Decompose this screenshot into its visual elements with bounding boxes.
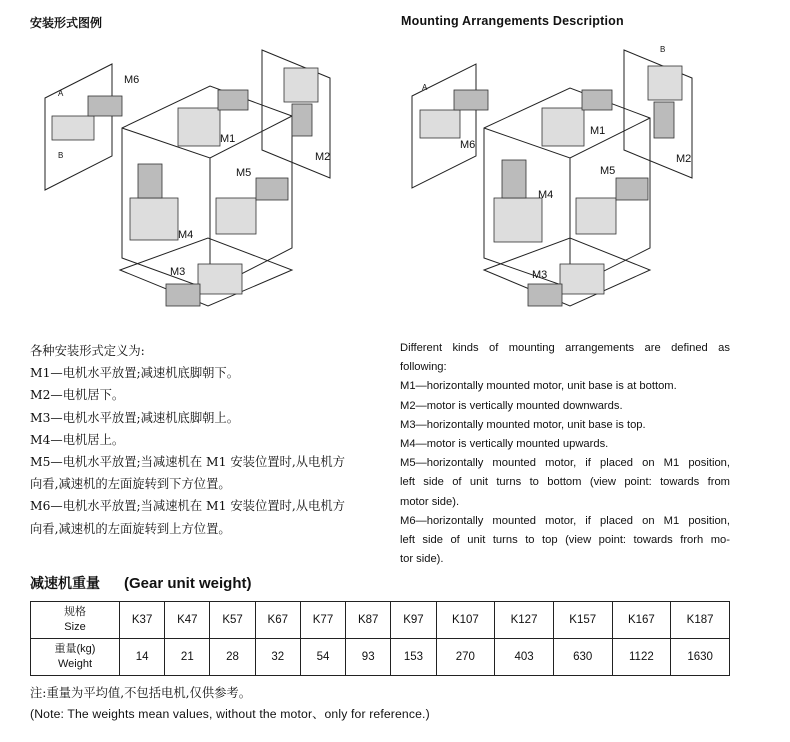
weight-cell: 270 bbox=[436, 639, 495, 676]
en-line: tor side). bbox=[400, 553, 444, 566]
weight-header bbox=[31, 639, 120, 676]
mounting-diagram-en bbox=[398, 38, 728, 338]
cn-line: M1—电机水平放置;减速机底脚朝下。 bbox=[30, 366, 240, 381]
size-header bbox=[31, 602, 120, 639]
m3-gear-unit bbox=[198, 264, 242, 294]
size-cell: K47 bbox=[165, 602, 210, 639]
en-section-title: Mounting Arrangements Description bbox=[401, 14, 624, 28]
weight-cell: 153 bbox=[391, 639, 436, 676]
cn-line: M3—电机水平放置;减速机底脚朝上。 bbox=[30, 410, 240, 425]
marker-a-en: A bbox=[422, 83, 428, 92]
en-line: M6—horizontally mounted motor, if placed on M1 position, bbox=[400, 514, 730, 527]
size-cell: K127 bbox=[495, 602, 554, 639]
weight-row bbox=[31, 639, 730, 676]
size-cell: K157 bbox=[553, 602, 612, 639]
weight-table bbox=[30, 601, 730, 676]
en-line: M3—horizontally mounted motor, unit base is top. bbox=[400, 418, 646, 431]
cn-line: M6—电机水平放置;当减速机在 M1 安装位置时,从电机方 bbox=[30, 499, 345, 514]
m2-gear-unit bbox=[284, 68, 318, 102]
weight-cell: 1122 bbox=[612, 639, 671, 676]
cn-line: M2—电机居下。 bbox=[30, 388, 125, 403]
m4-label: M4 bbox=[178, 229, 194, 241]
mounting-diagram-svg bbox=[30, 38, 370, 338]
en-description bbox=[400, 339, 730, 569]
cn-section-title: 安装形式图例 bbox=[30, 16, 103, 30]
m4-gear-unit bbox=[130, 198, 178, 240]
m1-gear-unit bbox=[178, 108, 220, 146]
size-header-cn: 规格 bbox=[64, 606, 86, 618]
m2-label: M2 bbox=[315, 151, 331, 163]
m3-label-en: M3 bbox=[532, 269, 548, 281]
cn-line: 向看,减速机的左面旋转到下方位置。 bbox=[30, 477, 231, 492]
m3-label: M3 bbox=[170, 266, 186, 278]
weight-title-en: (Gear unit weight) bbox=[124, 575, 252, 592]
cn-description bbox=[30, 340, 375, 540]
marker-a: A bbox=[58, 89, 64, 98]
size-row bbox=[31, 602, 730, 639]
cn-line: M5—电机水平放置;当减速机在 M1 安装位置时,从电机方 bbox=[30, 455, 345, 470]
m4-gear-unit-en bbox=[494, 198, 542, 242]
en-line: left side of unit turns to top (view point: towards frorh mo- bbox=[400, 534, 730, 547]
en-line: left side of unit turns to bottom (view point: towards from bbox=[400, 476, 730, 489]
m6-label-en: M6 bbox=[460, 139, 476, 151]
weight-note-cn: 注:重量为平均值,不包括电机,仅供参考。 bbox=[30, 686, 252, 700]
weight-header-cn: 重量(kg) bbox=[54, 643, 96, 655]
m6-gear-unit-en bbox=[420, 110, 460, 138]
en-line: M4—motor is vertically mounted upwards. bbox=[400, 438, 609, 451]
weight-note-en: (Note: The weights mean values, without the motor、only for reference.) bbox=[30, 707, 430, 721]
weight-cell: 21 bbox=[165, 639, 210, 676]
size-header-en: Size bbox=[64, 621, 86, 633]
m6-gear-unit bbox=[52, 116, 94, 140]
weight-cell: 93 bbox=[346, 639, 391, 676]
m1-label-en: M1 bbox=[590, 125, 606, 137]
size-cell: K167 bbox=[612, 602, 671, 639]
cn-intro: 各种安装形式定义为: bbox=[30, 344, 145, 358]
cn-line: 向看,减速机的左面旋转到上方位置。 bbox=[30, 521, 231, 536]
size-cell: K37 bbox=[120, 602, 165, 639]
size-cell: K77 bbox=[300, 602, 345, 639]
m5-gear-unit-en bbox=[576, 198, 616, 234]
weight-cell: 1630 bbox=[671, 639, 730, 676]
cn-line: M4—电机居上。 bbox=[30, 432, 125, 447]
weight-cell: 28 bbox=[210, 639, 255, 676]
size-cell: K87 bbox=[346, 602, 391, 639]
en-line: M2—motor is vertically mounted downwards. bbox=[400, 399, 623, 412]
m5-gear-unit bbox=[216, 198, 256, 234]
en-line: motor side). bbox=[400, 495, 460, 508]
weight-cell: 32 bbox=[255, 639, 300, 676]
en-line: M5—horizontally mounted motor, if placed on M1 position, bbox=[400, 457, 730, 470]
size-cell: K57 bbox=[210, 602, 255, 639]
en-line: Different kinds of mounting arrangements are defined as bbox=[400, 342, 730, 354]
m2-gear-unit-en bbox=[648, 66, 682, 100]
weight-cell: 54 bbox=[300, 639, 345, 676]
marker-b-en: B bbox=[660, 45, 666, 54]
mounting-diagram-svg-en bbox=[398, 38, 728, 338]
m1-label: M1 bbox=[220, 133, 236, 145]
weight-cell: 14 bbox=[120, 639, 165, 676]
size-cell: K107 bbox=[436, 602, 495, 639]
m6-label: M6 bbox=[124, 74, 140, 86]
m5-label-en: M5 bbox=[600, 165, 616, 177]
weight-cell: 630 bbox=[553, 639, 612, 676]
en-line: M1—horizontally mounted motor, unit base is at bottom. bbox=[400, 380, 677, 393]
m1-gear-unit-en bbox=[542, 108, 584, 146]
weight-title-cn: 减速机重量 bbox=[30, 576, 100, 592]
size-cell: K187 bbox=[671, 602, 730, 639]
m5-label: M5 bbox=[236, 167, 252, 179]
weight-header-en: Weight bbox=[57, 658, 93, 670]
size-cell: K97 bbox=[391, 602, 436, 639]
weight-section-title bbox=[30, 573, 252, 593]
m2-label-en: M2 bbox=[676, 153, 692, 165]
marker-b: B bbox=[58, 151, 64, 160]
size-cell: K67 bbox=[255, 602, 300, 639]
m4-label-en: M4 bbox=[538, 189, 554, 201]
mounting-diagram-cn bbox=[30, 38, 370, 338]
m3-gear-unit-en bbox=[560, 264, 604, 294]
en-line: following: bbox=[400, 361, 447, 374]
weight-cell: 403 bbox=[495, 639, 554, 676]
